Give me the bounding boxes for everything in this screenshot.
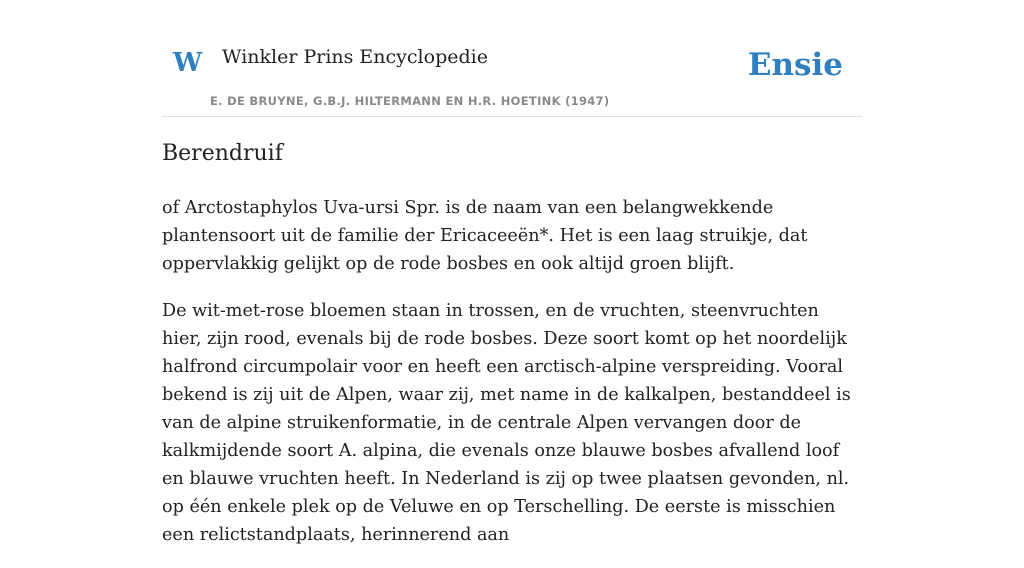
article-paragraph: De wit-met-rose bloemen staan in trossen, en de vruchten, steenvruchten hier, zijn rood, evenals bij de rode bosbes. Deze soort komt op het noordelijk halfrond circumpolair voor en heeft een arctisch-alpine verspreiding. Vooral bekend is zij uit de Alpen, waar zij, met name in de kalkalpen, bestanddeel is van de alpine struikenformatie, in de centrale Alpen vervangen door de kalkmijdende soort A. alpina, die evenals onze blauwe bosbes afvallend loof en blauwe vruchten heeft. In Nederland is zij op twee plaatsen gevonden, nl. op één enkele plek op de Veluwe en op Terschelling. De eerste is misschien een relictstandplaats, herinnerend aan — [162, 300, 851, 545]
encyclopedia-logo-icon[interactable]: W — [173, 48, 203, 78]
publication-authors: E. DE BRUYNE, G.B.J. HILTERMANN EN H.R. HOETINK (1947) — [210, 94, 610, 108]
article-body — [162, 140, 862, 568]
page-header — [162, 0, 862, 117]
article-paragraph: of Arctostaphylos Uva-ursi Spr. is de naam van een belangwekkende plantensoort uit de familie der Ericaceeën*. Het is een laag struikje, dat oppervlakkig gelijkt op de rode bosbes en ook altijd groen blijft. — [162, 197, 808, 274]
ensie-brand-logo[interactable]: Ensie — [747, 47, 843, 83]
article-title: Berendruif — [162, 141, 283, 166]
publication-title[interactable]: Winkler Prins Encyclopedie — [222, 46, 488, 68]
